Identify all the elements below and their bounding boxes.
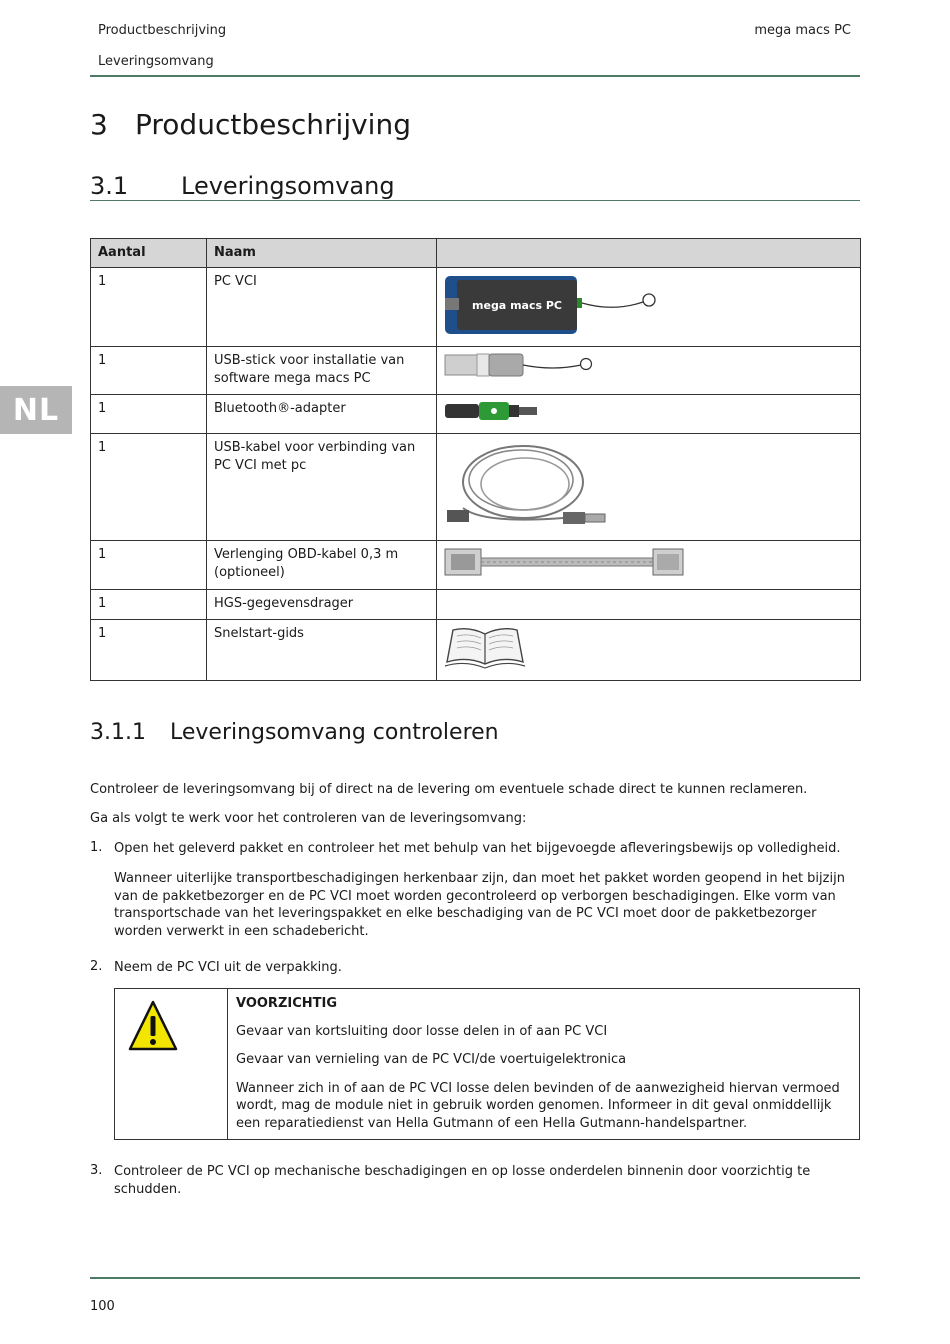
page-number: 100 xyxy=(90,1299,115,1314)
name-cell: USB-kabel voor verbinding van PC VCI met pc xyxy=(207,434,437,541)
qty-cell: 1 xyxy=(91,395,207,434)
bluetooth-adapter-icon xyxy=(443,399,543,423)
qty-cell: 1 xyxy=(91,347,207,395)
warning-title: VOORZICHTIG xyxy=(236,996,338,1011)
warning-description: Wanneer zich in of aan de PC VCI losse delen bevinden of de aanwezigheid hiervan vermoed wordt, mag de module niet in gebruik worden genomen. Informeer in dit geval onmiddellijk een reparatiedienst van Hella Gutmann of een Hella Gutmann-handelspartner. xyxy=(236,1080,840,1131)
warning-line: Gevaar van vernieling van de PC VCI/de voertuigelektronica xyxy=(236,1052,627,1067)
table-row xyxy=(91,347,861,395)
header-product-name: mega macs PC xyxy=(754,23,851,38)
section-title: Leveringsomvang xyxy=(181,172,395,200)
step-note: Wanneer uiterlijke transportbeschadigingen herkenbaar zijn, dan moet het pakket worden geopend in het bijzijn van de pakketbezorger en de PC VCI moet worden gecontroleerd op verborgen beschadigingen. Elke vorm van transportschade van het leveringspakket en elke beschadiging van de PC VCI moet door de pakketbezorger worden verwerkt in een schadebericht. xyxy=(114,871,845,939)
header-subsection-title: Leveringsomvang xyxy=(98,54,214,69)
language-tab: NL xyxy=(0,386,72,434)
name-cell: Snelstart-gids xyxy=(207,620,437,681)
subsection-number: 3.1.1 xyxy=(90,720,146,745)
usb-cable-icon xyxy=(443,438,613,530)
subsection-heading xyxy=(90,720,499,745)
step-number: 2. xyxy=(90,959,103,974)
warning-triangle-icon xyxy=(127,999,179,1053)
name-cell: Bluetooth®-adapter xyxy=(207,395,437,434)
column-header-image xyxy=(437,239,861,268)
name-cell: USB-stick voor installatie van software mega macs PC xyxy=(207,347,437,395)
qty-cell: 1 xyxy=(91,434,207,541)
image-cell xyxy=(437,268,861,347)
obd-extension-cable-icon xyxy=(443,545,693,579)
step-text: Controleer de PC VCI op mechanische beschadigingen en op losse onderdelen binnenin door voorzichtig te schudden. xyxy=(114,1164,811,1197)
instruction-intro: Ga als volgt te werk voor het controleren van de leveringsomvang: xyxy=(90,811,527,826)
device-label: mega macs PC xyxy=(472,299,562,312)
name-cell: PC VCI xyxy=(207,268,437,347)
image-cell xyxy=(437,620,861,681)
header-rule xyxy=(90,75,860,77)
warning-box xyxy=(114,988,860,1140)
table-row xyxy=(91,541,861,590)
section-number: 3.1 xyxy=(90,172,129,200)
chapter-number: 3 xyxy=(90,108,108,141)
qty-cell: 1 xyxy=(91,541,207,590)
usb-stick-icon xyxy=(443,351,603,381)
name-cell: HGS-gegevensdrager xyxy=(207,590,437,620)
image-cell xyxy=(437,395,861,434)
pc-vci-device-icon xyxy=(443,272,663,336)
image-cell xyxy=(437,347,861,395)
qty-cell: 1 xyxy=(91,590,207,620)
table-row xyxy=(91,268,861,347)
subsection-title: Leveringsomvang controleren xyxy=(170,720,499,745)
table-header-row xyxy=(91,239,861,268)
qty-cell: 1 xyxy=(91,268,207,347)
image-cell xyxy=(437,590,861,620)
table-row xyxy=(91,590,861,620)
column-header-name: Naam xyxy=(207,239,437,268)
step-text: Open het geleverd pakket en controleer het met behulp van het bijgevoegde afleveringsbewijs op volledigheid. xyxy=(114,841,841,856)
warning-text xyxy=(228,989,859,1139)
table-row xyxy=(91,620,861,681)
delivery-table xyxy=(90,238,861,681)
image-cell xyxy=(437,434,861,541)
column-header-qty: Aantal xyxy=(91,239,207,268)
table-row xyxy=(91,434,861,541)
book-icon xyxy=(443,624,527,670)
section-underline xyxy=(90,200,860,201)
header-section-title: Productbeschrijving xyxy=(98,23,227,38)
name-cell: Verlenging OBD-kabel 0,3 m (optioneel) xyxy=(207,541,437,590)
step-number: 3. xyxy=(90,1163,103,1178)
footer-rule xyxy=(90,1277,860,1279)
qty-cell: 1 xyxy=(91,620,207,681)
step-number: 1. xyxy=(90,840,103,855)
image-cell xyxy=(437,541,861,590)
chapter-title: Productbeschrijving xyxy=(135,108,411,141)
section-heading xyxy=(90,172,395,200)
intro-paragraph: Controleer de leveringsomvang bij of direct na de levering om eventuele schade direct te kunnen reclameren. xyxy=(90,782,808,797)
step-text: Neem de PC VCI uit de verpakking. xyxy=(114,960,342,975)
warning-icon-cell xyxy=(115,989,228,1139)
chapter-heading xyxy=(90,108,411,141)
warning-line: Gevaar van kortsluiting door losse delen in of aan PC VCI xyxy=(236,1023,608,1039)
table-row xyxy=(91,395,861,434)
